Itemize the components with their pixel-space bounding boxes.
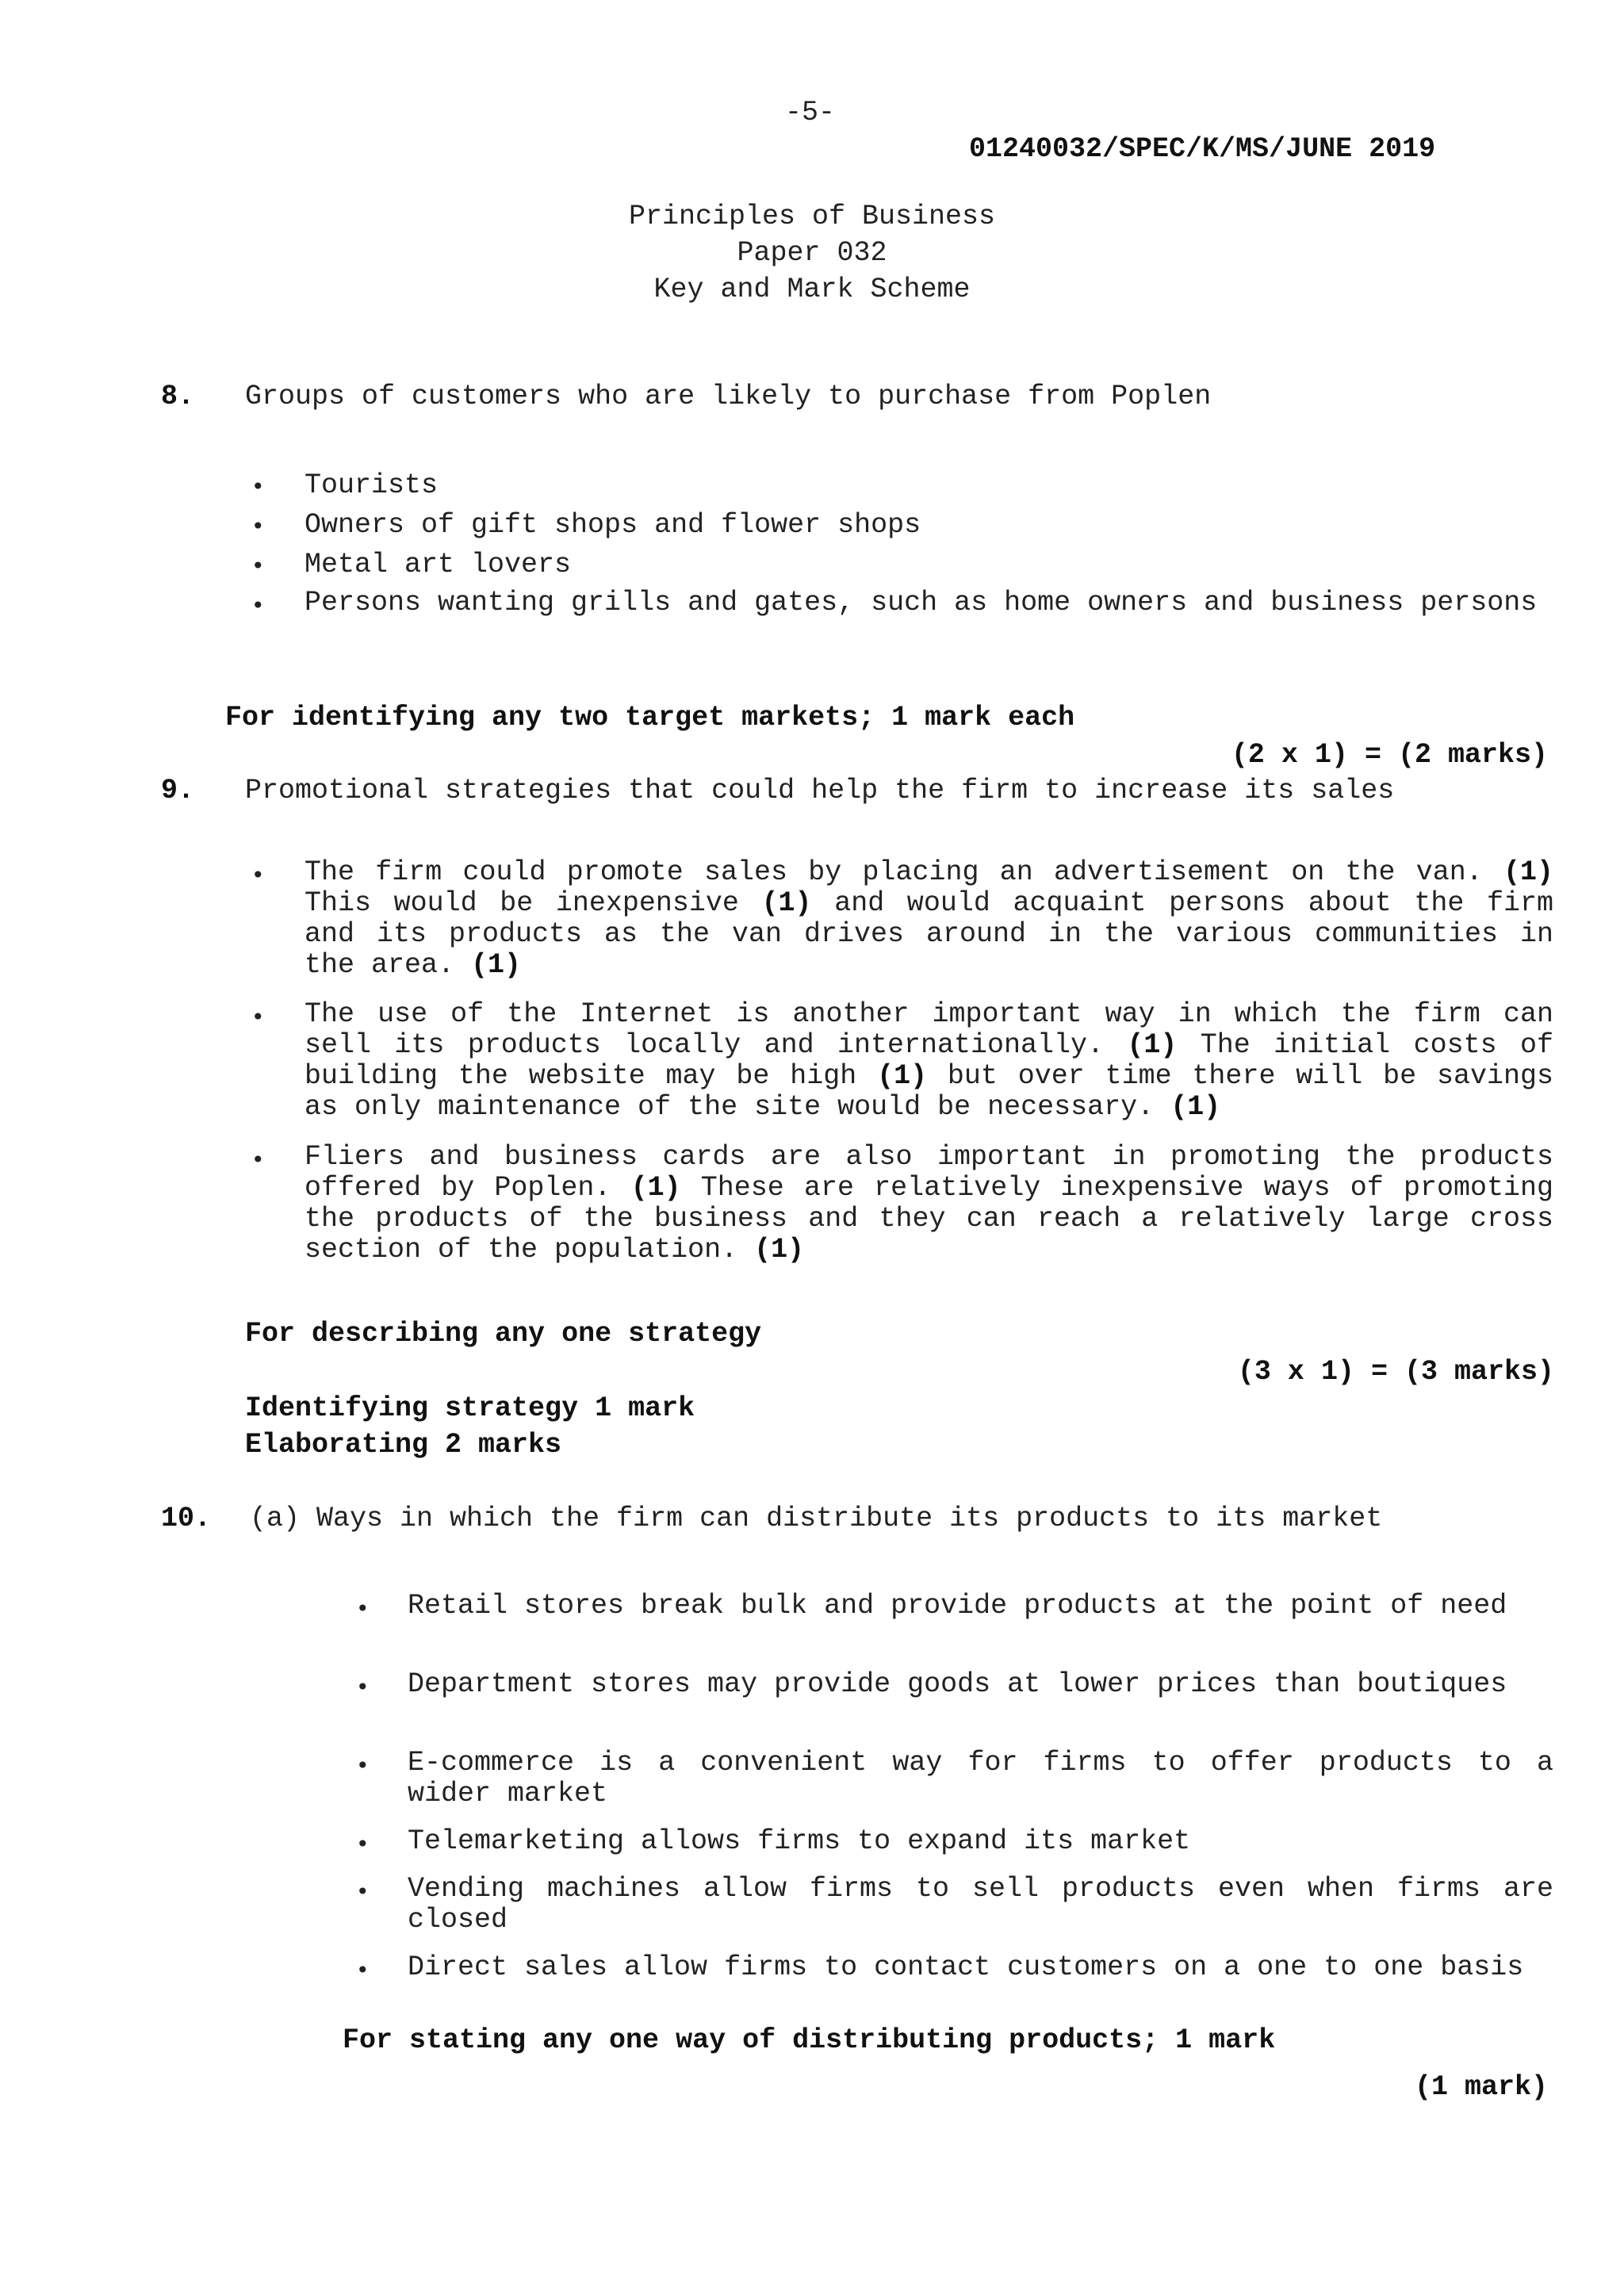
question-9-prompt: Promotional strategies that could help the firm to increase its sales — [245, 775, 1395, 806]
question-part-label: (a) — [250, 1503, 301, 1534]
strategy-text: The initial costs of building the website may be high — [304, 1029, 1553, 1092]
mark-label: (1) — [754, 1234, 805, 1266]
list-item: Persons wanting grills and gates, such as home owners and business persons — [304, 587, 1538, 618]
bullet-icon: • — [356, 1674, 370, 1700]
title-line: Principles of Business — [628, 201, 996, 232]
strategy-text: The firm could promote sales by placing an advertisement on the van. — [304, 856, 1483, 888]
title-line: Paper 032 — [737, 237, 887, 269]
marks-allocation: (1 mark) — [1414, 2071, 1548, 2103]
question-number-10: 10. — [161, 1503, 212, 1534]
bullet-icon: • — [251, 592, 265, 618]
strategy-text: These are relatively inexpensive ways of promoting the products of the business and they can reach a relatively large cross section of the population. — [304, 1172, 1553, 1266]
mark-label: (1) — [630, 1172, 681, 1204]
strategy-text: Fliers and business cards are also important in promoting the products offered by Poplen. — [304, 1141, 1553, 1204]
question-10-prompt: Ways in which the firm can distribute its products to its market — [316, 1503, 1383, 1534]
bullet-icon: • — [251, 553, 265, 579]
mark-label: (1) — [877, 1060, 928, 1092]
page-title — [0, 198, 1624, 308]
strategy-text: This would be inexpensive — [304, 887, 739, 919]
bullet-icon: • — [251, 513, 265, 539]
list-item: Department stores may provide goods at lower prices than boutiques — [408, 1668, 1507, 1700]
strategy-text: The use of the Internet is another important way in which the firm can sell its products locally and internationally. — [304, 998, 1553, 1061]
list-item: E-commerce is a convenient way for firms to offer products to a wider market — [408, 1747, 1553, 1810]
mark-label: (1) — [1503, 856, 1553, 888]
strategy-text: but over time there will be savings as only maintenance of the site would be necessary. — [304, 1060, 1553, 1123]
bullet-icon: • — [251, 862, 265, 888]
question-number-8: 8. — [161, 381, 195, 412]
title-line: Key and Mark Scheme — [653, 274, 971, 305]
document-code: 01240032/SPEC/K/MS/JUNE 2019 — [969, 133, 1436, 165]
question-number-9: 9. — [161, 775, 195, 806]
bullet-icon: • — [251, 473, 265, 500]
list-item — [304, 1142, 1553, 1266]
bullet-icon: • — [356, 1595, 370, 1622]
bullet-icon: • — [356, 1957, 370, 1983]
question-8-prompt: Groups of customers who are likely to purchase from Poplen — [245, 381, 1212, 412]
bullet-icon: • — [251, 1004, 265, 1030]
bullet-icon: • — [356, 1752, 370, 1779]
mark-label: (1) — [1170, 1091, 1221, 1123]
list-item: Tourists — [304, 469, 439, 501]
list-item: Vending machines allow firms to sell products even when firms are closed — [408, 1873, 1553, 1936]
list-item: Owners of gift shops and flower shops — [304, 509, 921, 541]
bullet-icon: • — [251, 1147, 265, 1173]
bullet-icon: • — [356, 1831, 370, 1857]
mark-scheme-note: For identifying any two target markets; 1 mark each — [225, 702, 1075, 733]
marks-allocation: (2 x 1) = (2 marks) — [1231, 739, 1548, 771]
mark-breakdown: Identifying strategy 1 mark — [245, 1392, 695, 1424]
bullet-icon: • — [356, 1878, 370, 1905]
mark-scheme-note: For describing any one strategy — [245, 1318, 762, 1350]
list-item: Metal art lovers — [304, 549, 572, 580]
strategy-text: and would acquaint persons about the firm and its products as the van drives around in the various communities in the area. — [304, 887, 1553, 981]
page-number: -5- — [785, 97, 836, 128]
mark-label: (1) — [1127, 1029, 1178, 1061]
list-item: Retail stores break bulk and provide products at the point of need — [408, 1590, 1507, 1622]
list-item — [304, 999, 1553, 1123]
mark-label: (1) — [761, 887, 812, 919]
list-item — [304, 857, 1553, 981]
list-item: Telemarketing allows firms to expand its market — [408, 1825, 1191, 1857]
mark-label: (1) — [471, 949, 522, 981]
marks-allocation: (3 x 1) = (3 marks) — [1237, 1356, 1554, 1388]
mark-breakdown: Elaborating 2 marks — [245, 1429, 562, 1461]
list-item: Direct sales allow firms to contact customers on a one to one basis — [408, 1951, 1524, 1983]
mark-scheme-note: For stating any one way of distributing products; 1 mark — [343, 2024, 1276, 2056]
